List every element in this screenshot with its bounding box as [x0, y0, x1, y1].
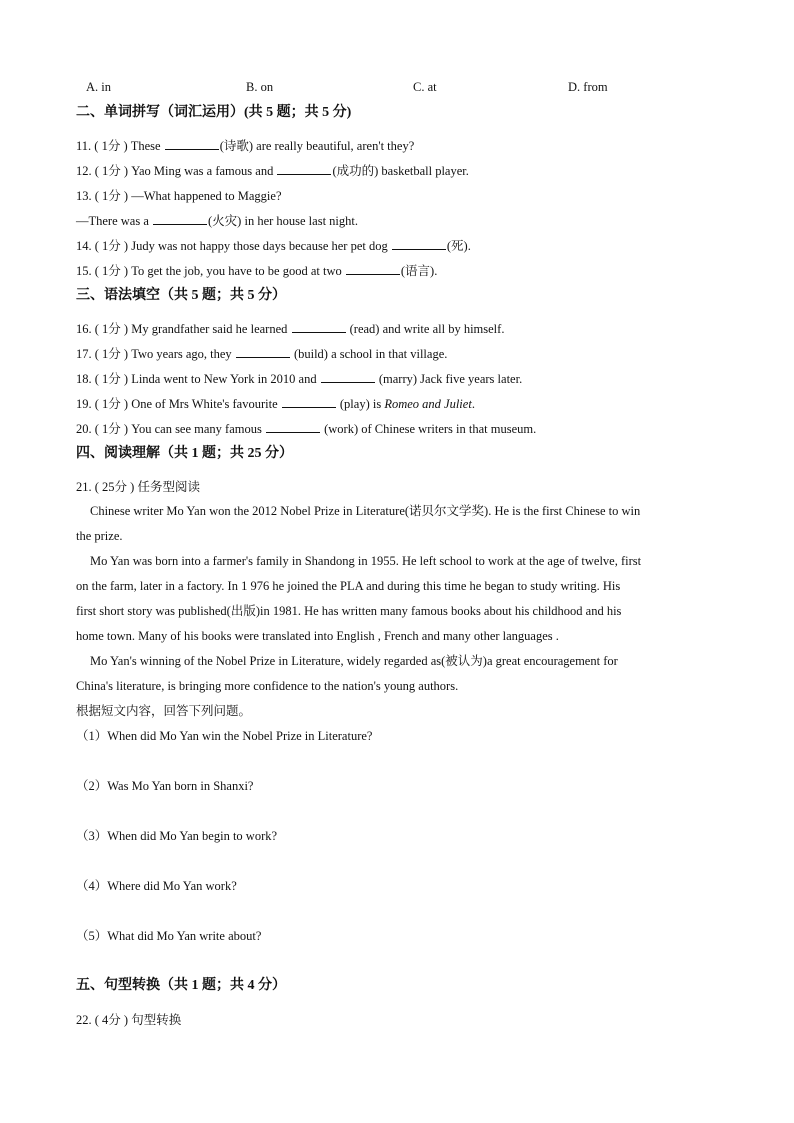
answer-blank[interactable] — [165, 138, 219, 150]
passage-paragraph-1-line-2: the prize. — [76, 529, 123, 543]
section-5-heading: 五、句型转换（共 1 题；共 4 分） — [76, 978, 286, 993]
passage-paragraph-3-line-1: Mo Yan's winning of the Nobel Prize in Literature, widely regarded as(被认为)a great encouragement for — [90, 654, 618, 668]
question-13-text: —There was a — [76, 214, 153, 228]
question-15 — [76, 263, 437, 279]
question-17 — [76, 346, 447, 362]
question-19-hint: (play) is — [336, 397, 385, 411]
answer-blank[interactable] — [292, 321, 346, 333]
question-12 — [76, 163, 469, 179]
passage-paragraph-2-line-4: home town. Many of his books were translated into English , French and many other languages . — [76, 629, 559, 643]
answer-blank[interactable] — [392, 238, 446, 250]
question-16 — [76, 321, 504, 337]
option-d: D. from — [568, 80, 608, 94]
question-11-text: 11. ( 1分 ) These — [76, 139, 164, 153]
section-4-heading: 四、阅读理解（共 1 题；共 25 分） — [76, 446, 293, 461]
question-20 — [76, 421, 536, 437]
question-14 — [76, 238, 471, 254]
question-17-hint: (build) a school in that village. — [290, 347, 448, 361]
answer-blank[interactable] — [277, 163, 331, 175]
section-2-heading: 二、单词拼写（词汇运用）(共 5 题；共 5 分) — [76, 105, 352, 120]
question-18-hint: (marry) Jack five years later. — [375, 372, 523, 386]
question-12-text: 12. ( 1分 ) Yao Ming was a famous and — [76, 164, 277, 178]
question-20-text: 20. ( 1分 ) You can see many famous — [76, 422, 265, 436]
question-19-text: 19. ( 1分 ) One of Mrs White's favourite — [76, 397, 281, 411]
question-14-text: 14. ( 1分 ) Judy was not happy those days because her pet dog — [76, 239, 391, 253]
question-22-title: 22. ( 4分 ) 句型转换 — [76, 1013, 182, 1027]
answer-blank[interactable] — [153, 213, 207, 225]
question-15-text: 15. ( 1分 ) To get the job, you have to be good at two — [76, 264, 345, 278]
question-11 — [76, 138, 414, 154]
passage-paragraph-2-line-2: on the farm, later in a factory. In 1 976 he joined the PLA and during this time he began to study writing. His — [76, 579, 621, 593]
question-13-prompt: 13. ( 1分 ) —What happened to Maggie? — [76, 189, 282, 203]
question-18 — [76, 371, 522, 387]
sub-question-5: （5）What did Mo Yan write about? — [76, 929, 262, 943]
sub-question-2: （2）Was Mo Yan born in Shanxi? — [76, 779, 254, 793]
question-11-hint: (诗歌) are really beautiful, aren't they? — [219, 139, 415, 153]
answer-blank[interactable] — [346, 263, 400, 275]
question-19-end: . — [471, 397, 475, 411]
section-3-heading: 三、语法填空（共 5 题；共 5 分） — [76, 288, 286, 303]
play-title: Romeo and Juliet — [384, 397, 472, 411]
sub-question-3: （3）When did Mo Yan begin to work? — [76, 829, 278, 843]
reading-instruction: 根据短文内容，回答下列问题。 — [76, 704, 252, 718]
question-15-hint: (语言). — [400, 264, 438, 278]
sub-question-4: （4）Where did Mo Yan work? — [76, 879, 237, 893]
question-12-hint: (成功的) basketball player. — [332, 164, 469, 178]
sub-question-1: （1）When did Mo Yan win the Nobel Prize in Literature? — [76, 729, 373, 743]
question-18-text: 18. ( 1分 ) Linda went to New York in 2010 and — [76, 372, 320, 386]
option-c: C. at — [413, 80, 437, 94]
passage-paragraph-2-line-1: Mo Yan was born into a farmer's family in Shandong in 1955. He left school to work at the age of twelve, first — [90, 554, 642, 568]
passage-paragraph-3-line-2: China's literature, is bringing more confidence to the nation's young authors. — [76, 679, 459, 693]
question-13-hint: (火灾) in her house last night. — [208, 214, 358, 228]
question-21-title: 21. ( 25分 ) 任务型阅读 — [76, 480, 200, 494]
answer-blank[interactable] — [321, 371, 375, 383]
option-b: B. on — [246, 80, 274, 94]
passage-paragraph-2-line-3: first short story was published(出版)in 1981. He has written many famous books about his childhood and his — [76, 604, 622, 618]
question-16-hint: (read) and write all by himself. — [346, 322, 505, 336]
question-16-text: 16. ( 1分 ) My grandfather said he learned — [76, 322, 291, 336]
answer-blank[interactable] — [282, 396, 336, 408]
option-a: A. in — [86, 80, 111, 94]
question-19 — [76, 396, 475, 412]
question-14-hint: (死). — [446, 239, 471, 253]
question-13 — [76, 213, 358, 229]
answer-blank[interactable] — [266, 421, 320, 433]
passage-paragraph-1-line-1: Chinese writer Mo Yan won the 2012 Nobel Prize in Literature(诺贝尔文学奖). He is the first Chinese to win — [90, 504, 641, 518]
answer-blank[interactable] — [236, 346, 290, 358]
question-17-text: 17. ( 1分 ) Two years ago, they — [76, 347, 235, 361]
question-20-hint: (work) of Chinese writers in that museum. — [320, 422, 537, 436]
